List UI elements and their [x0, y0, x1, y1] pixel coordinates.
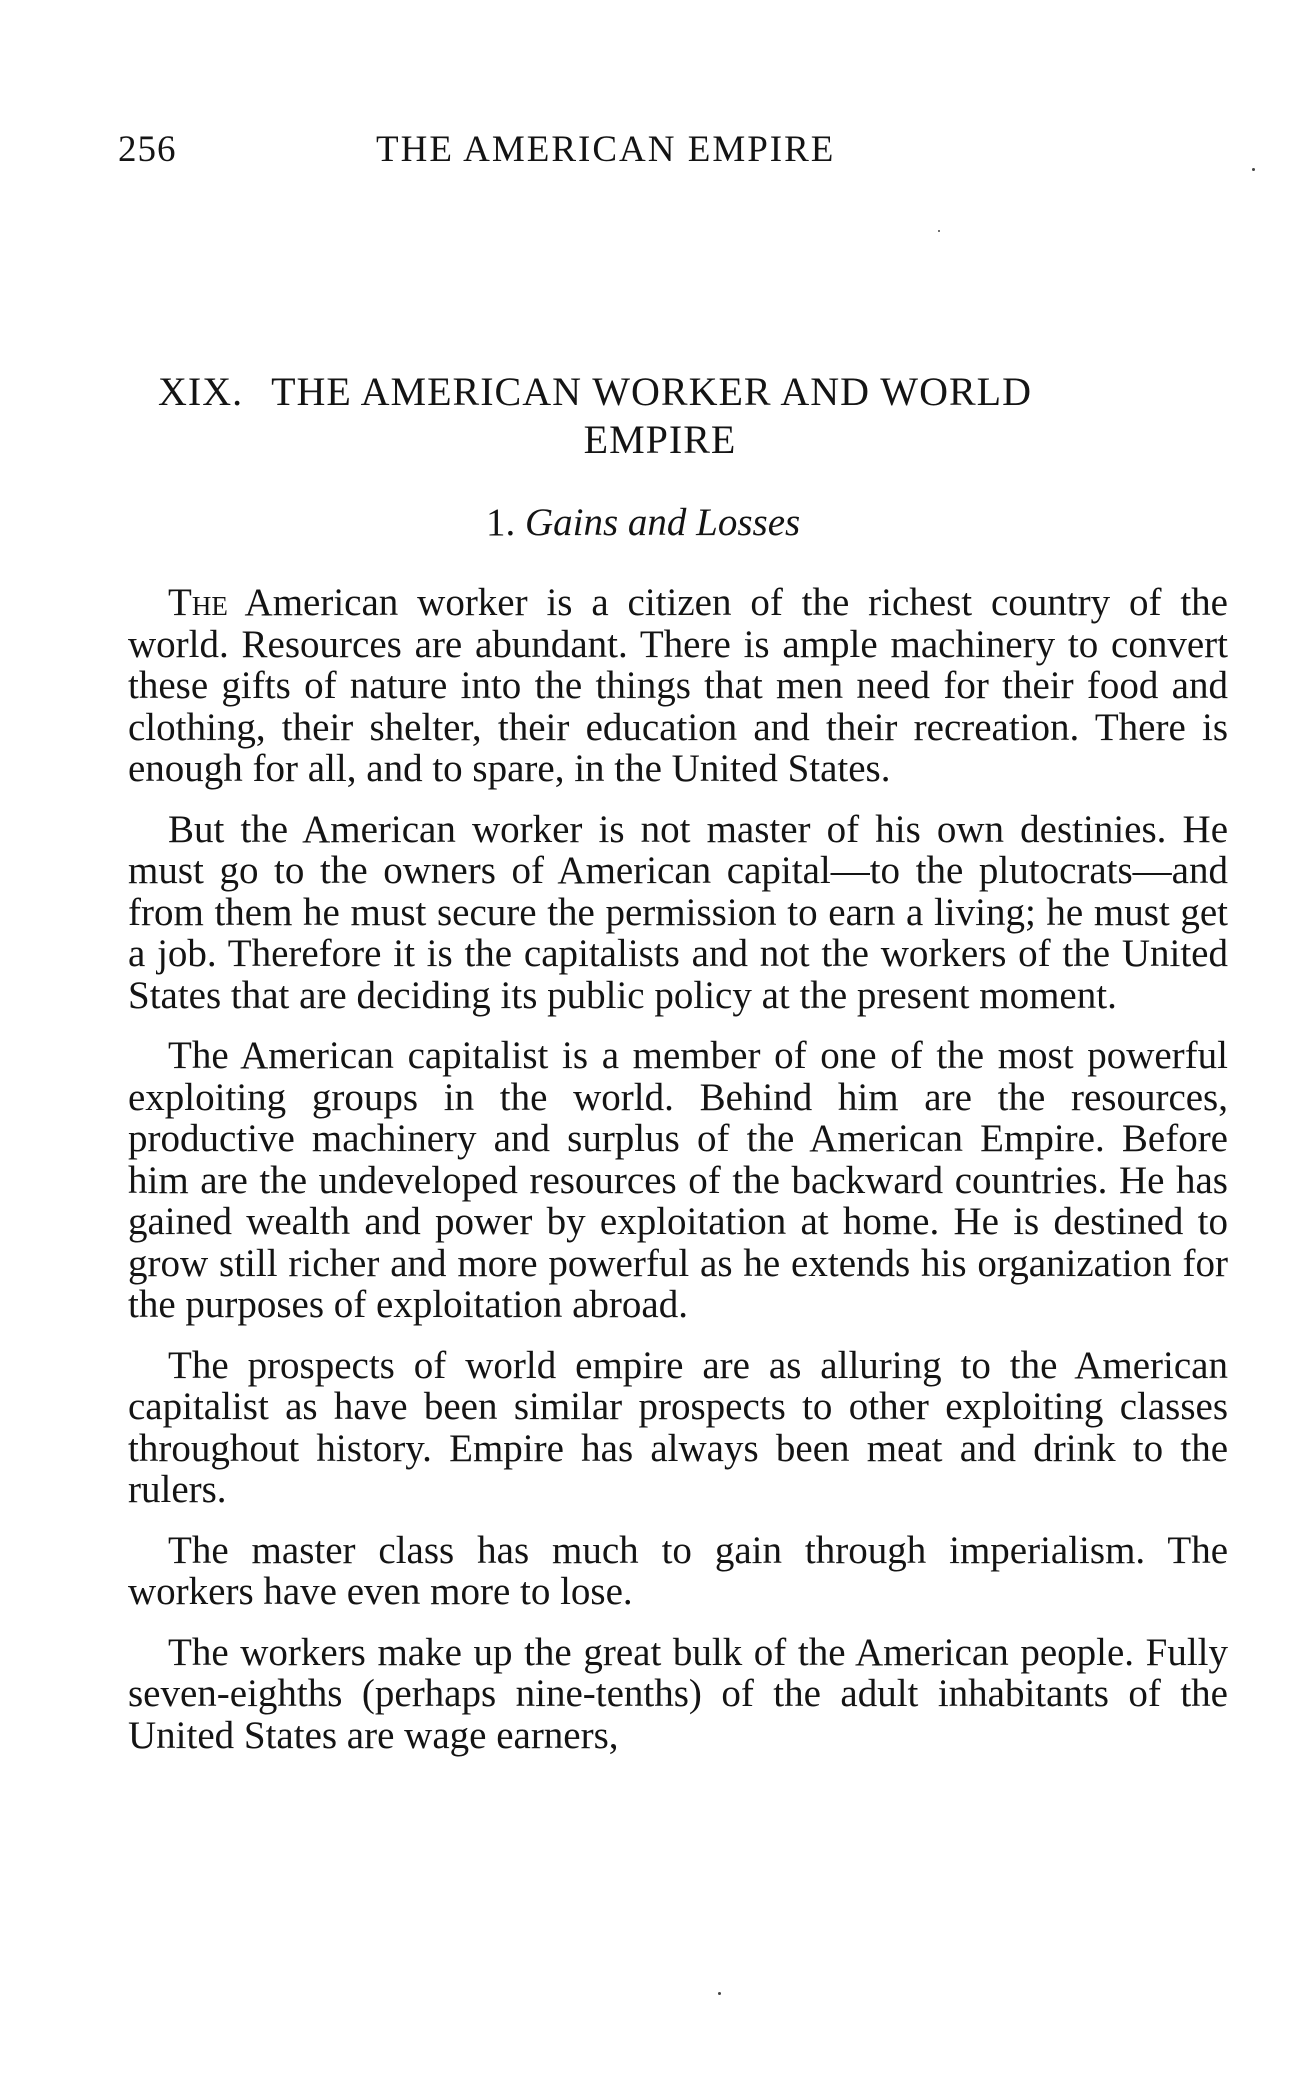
paragraph — [128, 1345, 1228, 1511]
paper-speck — [718, 1992, 721, 1995]
paragraph-text: The workers make up the great bulk of the American people. Fully seven-eighths (perhaps nine-tenths) of the adult inhabitants of the United States are wage earners, — [128, 1630, 1228, 1757]
paragraph — [128, 1035, 1228, 1326]
section-number: 1. — [486, 501, 516, 544]
paragraph — [128, 1632, 1228, 1757]
paragraph — [128, 809, 1228, 1017]
chapter-title-line1 — [130, 368, 1230, 416]
body-text — [128, 582, 1228, 1775]
running-title: THE AMERICAN EMPIRE — [376, 129, 836, 170]
paragraph-text: But the American worker is not master of his own destinies. He must go to the owners of American capital—to the plutocrats—and from them he must secure the permission to earn a living; he must get a job. Therefore it is the capitalists and not the workers of the United States that are deciding its public policy at the present moment. — [128, 807, 1228, 1017]
paragraph-text: The master class has much to gain through imperialism. The workers have even more to lose. — [128, 1528, 1228, 1613]
paragraph — [128, 582, 1228, 790]
paragraph-text: The American capitalist is a member of one of the most powerful exploiting groups in the world. Behind him are the resources, productive machinery and surplus of the American Empire. Before him are the undeveloped resources of the backward countries. He has gained wealth and power by exploitation at home. He is destined to grow still richer and more powerful as he extends his organization for the purposes of exploitation abroad. — [128, 1034, 1228, 1326]
paragraph-text: The prospects of world empire are as alluring to the American capitalist as have been similar prospects to other exploiting classes throughout history. Empire has always been meat and drink to the rulers. — [128, 1343, 1228, 1511]
section-heading — [486, 500, 800, 545]
running-head — [118, 128, 1238, 178]
paper-speck — [938, 230, 940, 232]
paragraph — [128, 1530, 1228, 1613]
chapter-title-line2: EMPIRE — [583, 417, 737, 462]
paragraph-lead-smallcaps: The — [168, 581, 228, 624]
page-number: 256 — [118, 129, 177, 170]
paragraph-text: American worker is a citizen of the richest country of the world. Resources are abundant. There is ample machinery to convert these gifts of nature into the things that men need for their food and clothing, their shelter, their education and their recreation. There is enough for all, and to spare, in the United States. — [128, 581, 1228, 790]
section-title: Gains and Losses — [525, 501, 801, 544]
chapter-title-text: THE AMERICAN WORKER AND WORLD — [271, 369, 1032, 414]
paper-speck — [1252, 168, 1255, 171]
chapter-title — [130, 368, 1230, 464]
chapter-number: XIX. — [158, 369, 244, 414]
